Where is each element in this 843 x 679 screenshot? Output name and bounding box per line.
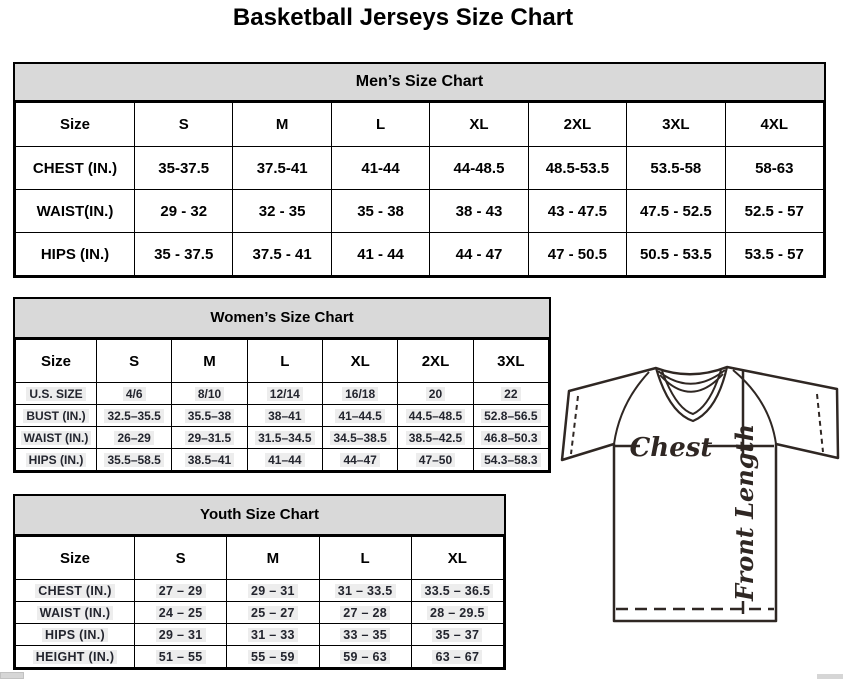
youth-size-chart-section xyxy=(13,494,506,670)
cell-text: 26–29 xyxy=(114,431,153,445)
value-cell xyxy=(135,646,227,668)
value-cell: 41-44 xyxy=(331,147,429,190)
cell-text: 27 – 29 xyxy=(156,584,206,598)
column-header-cell: L xyxy=(331,103,429,147)
row-label-cell xyxy=(16,427,97,449)
table-row xyxy=(16,427,549,449)
row-label-cell: WAIST(IN.) xyxy=(16,190,135,233)
table-row xyxy=(16,624,504,646)
cell-text: 16/18 xyxy=(342,387,378,401)
value-cell xyxy=(473,405,548,427)
value-cell xyxy=(473,449,548,471)
size-header-row xyxy=(16,537,504,580)
value-cell: 37.5 - 41 xyxy=(233,233,331,276)
column-header-cell: 3XL xyxy=(473,340,548,383)
column-header-cell: L xyxy=(247,340,322,383)
value-cell xyxy=(411,580,503,602)
value-cell xyxy=(247,427,322,449)
cell-text: CHEST (IN.) xyxy=(35,584,114,598)
table-row xyxy=(16,147,824,190)
value-cell: 52.5 - 57 xyxy=(725,190,823,233)
value-cell xyxy=(172,405,247,427)
column-header-cell: XL xyxy=(322,340,397,383)
size-header-row xyxy=(16,340,549,383)
youth-chart-header: Youth Size Chart xyxy=(15,496,504,536)
mens-size-table xyxy=(15,102,824,276)
value-cell: 38 - 43 xyxy=(430,190,528,233)
youth-size-table xyxy=(15,536,504,668)
table-row xyxy=(16,383,549,405)
cell-text: 38.5–42.5 xyxy=(406,431,465,445)
row-label-cell xyxy=(16,405,97,427)
row-label-cell xyxy=(16,646,135,668)
value-cell xyxy=(97,383,172,405)
value-cell xyxy=(172,427,247,449)
cell-text: 33.5 – 36.5 xyxy=(421,584,493,598)
cell-text: 25 – 27 xyxy=(248,606,298,620)
cell-text: 29 – 31 xyxy=(156,628,206,642)
row-label-cell: HIPS (IN.) xyxy=(16,233,135,276)
value-cell: 44 - 47 xyxy=(430,233,528,276)
value-cell xyxy=(411,624,503,646)
row-label-cell xyxy=(16,602,135,624)
cell-text: 41–44 xyxy=(265,453,304,467)
column-header-cell: S xyxy=(135,537,227,580)
size-header-cell: Size xyxy=(16,537,135,580)
cell-text: HIPS (IN.) xyxy=(26,453,87,467)
value-cell: 35-37.5 xyxy=(135,147,233,190)
cell-text: 59 – 63 xyxy=(340,650,390,664)
value-cell: 58-63 xyxy=(725,147,823,190)
table-row xyxy=(16,646,504,668)
row-label-cell: CHEST (IN.) xyxy=(16,147,135,190)
column-header-cell: M xyxy=(227,537,319,580)
cell-text: 34.5–38.5 xyxy=(330,431,389,445)
value-cell xyxy=(227,624,319,646)
value-cell: 48.5-53.5 xyxy=(528,147,626,190)
row-label-cell xyxy=(16,449,97,471)
cell-text: 47–50 xyxy=(416,453,455,467)
column-header-cell: M xyxy=(172,340,247,383)
column-header-cell: 4XL xyxy=(725,103,823,147)
value-cell xyxy=(319,602,411,624)
column-header-cell: S xyxy=(97,340,172,383)
cell-text: 24 – 25 xyxy=(156,606,206,620)
value-cell xyxy=(319,580,411,602)
cell-text: 29 – 31 xyxy=(248,584,298,598)
value-cell: 43 - 47.5 xyxy=(528,190,626,233)
cell-text: 32.5–35.5 xyxy=(104,409,163,423)
value-cell xyxy=(322,405,397,427)
size-header-row xyxy=(16,103,824,147)
cell-text: 38.5–41 xyxy=(185,453,234,467)
column-header-cell: 2XL xyxy=(398,340,473,383)
value-cell xyxy=(227,646,319,668)
value-cell xyxy=(227,580,319,602)
cell-text: 41–44.5 xyxy=(335,409,384,423)
cell-text: HEIGHT (IN.) xyxy=(33,650,118,664)
cell-text: 4/6 xyxy=(123,387,146,401)
row-label-cell xyxy=(16,580,135,602)
horizontal-scrollbar-thumb-left[interactable] xyxy=(0,672,24,679)
value-cell: 50.5 - 53.5 xyxy=(627,233,725,276)
cell-text: 54.3–58.3 xyxy=(481,453,540,467)
value-cell xyxy=(97,427,172,449)
womens-size-chart-section xyxy=(13,297,551,473)
value-cell xyxy=(473,427,548,449)
cell-text: BUST (IN.) xyxy=(23,409,88,423)
column-header-cell: XL xyxy=(430,103,528,147)
page-title: Basketball Jerseys Size Chart xyxy=(232,4,574,31)
value-cell xyxy=(172,449,247,471)
value-cell xyxy=(398,383,473,405)
column-header-cell: XL xyxy=(411,537,503,580)
cell-text: 44–47 xyxy=(340,453,379,467)
jersey-outline xyxy=(562,367,838,621)
table-row xyxy=(16,233,824,276)
row-label-cell xyxy=(16,624,135,646)
table-row xyxy=(16,580,504,602)
column-header-cell: 3XL xyxy=(627,103,725,147)
table-row xyxy=(16,190,824,233)
womens-size-table xyxy=(15,339,549,471)
cell-text: 44.5–48.5 xyxy=(406,409,465,423)
cell-text: 28 – 29.5 xyxy=(427,606,488,620)
table-row xyxy=(16,602,504,624)
value-cell xyxy=(411,602,503,624)
value-cell xyxy=(227,602,319,624)
value-cell: 32 - 35 xyxy=(233,190,331,233)
column-header-cell: S xyxy=(135,103,233,147)
value-cell: 47 - 50.5 xyxy=(528,233,626,276)
chest-label: Chest xyxy=(629,433,713,463)
value-cell xyxy=(319,624,411,646)
cell-text: 35.5–58.5 xyxy=(104,453,163,467)
cell-text: 31 – 33.5 xyxy=(335,584,396,598)
value-cell xyxy=(319,646,411,668)
table-row xyxy=(16,449,549,471)
size-header-cell: Size xyxy=(16,103,135,147)
value-cell xyxy=(97,449,172,471)
cell-text: 20 xyxy=(426,387,445,401)
value-cell xyxy=(97,405,172,427)
cell-text: 27 – 28 xyxy=(340,606,390,620)
cell-text: WAIST (IN.) xyxy=(21,431,92,445)
value-cell xyxy=(322,383,397,405)
cell-text: 35 – 37 xyxy=(432,628,482,642)
value-cell xyxy=(247,405,322,427)
front-length-label: Front Length xyxy=(730,423,759,601)
value-cell: 47.5 - 52.5 xyxy=(627,190,725,233)
value-cell xyxy=(473,383,548,405)
value-cell xyxy=(398,449,473,471)
value-cell: 29 - 32 xyxy=(135,190,233,233)
column-header-cell: 2XL xyxy=(528,103,626,147)
cell-text: 46.8–50.3 xyxy=(481,431,540,445)
value-cell: 41 - 44 xyxy=(331,233,429,276)
value-cell xyxy=(135,602,227,624)
mens-size-chart-section xyxy=(13,62,826,278)
value-cell xyxy=(135,624,227,646)
value-cell: 35 - 37.5 xyxy=(135,233,233,276)
value-cell: 37.5-41 xyxy=(233,147,331,190)
cell-text: 31.5–34.5 xyxy=(255,431,314,445)
cell-text: 22 xyxy=(501,387,520,401)
cell-text: 52.8–56.5 xyxy=(481,409,540,423)
cell-text: 33 – 35 xyxy=(340,628,390,642)
column-header-cell: M xyxy=(233,103,331,147)
jersey-diagram xyxy=(557,361,842,673)
cell-text: 38–41 xyxy=(265,409,304,423)
value-cell xyxy=(247,449,322,471)
cell-text: 51 – 55 xyxy=(156,650,206,664)
value-cell xyxy=(398,427,473,449)
cell-text: U.S. SIZE xyxy=(26,387,85,401)
cell-text: 55 – 59 xyxy=(248,650,298,664)
cell-text: 35.5–38 xyxy=(185,409,234,423)
cell-text: 31 – 33 xyxy=(248,628,298,642)
cell-text: HIPS (IN.) xyxy=(42,628,108,642)
value-cell xyxy=(411,646,503,668)
cell-text: WAIST (IN.) xyxy=(37,606,114,620)
cell-text: 63 – 67 xyxy=(432,650,482,664)
horizontal-scrollbar-thumb-right[interactable] xyxy=(817,674,843,679)
value-cell xyxy=(398,405,473,427)
value-cell xyxy=(322,427,397,449)
value-cell xyxy=(322,449,397,471)
value-cell: 53.5-58 xyxy=(627,147,725,190)
value-cell: 44-48.5 xyxy=(430,147,528,190)
row-label-cell xyxy=(16,383,97,405)
mens-chart-header: Men’s Size Chart xyxy=(15,64,824,102)
value-cell xyxy=(247,383,322,405)
value-cell: 35 - 38 xyxy=(331,190,429,233)
cell-text: 8/10 xyxy=(195,387,224,401)
column-header-cell: L xyxy=(319,537,411,580)
cell-text: 29–31.5 xyxy=(185,431,234,445)
table-row xyxy=(16,405,549,427)
cell-text: 12/14 xyxy=(267,387,303,401)
size-header-cell: Size xyxy=(16,340,97,383)
value-cell xyxy=(135,580,227,602)
womens-chart-header: Women’s Size Chart xyxy=(15,299,549,339)
value-cell xyxy=(172,383,247,405)
value-cell: 53.5 - 57 xyxy=(725,233,823,276)
